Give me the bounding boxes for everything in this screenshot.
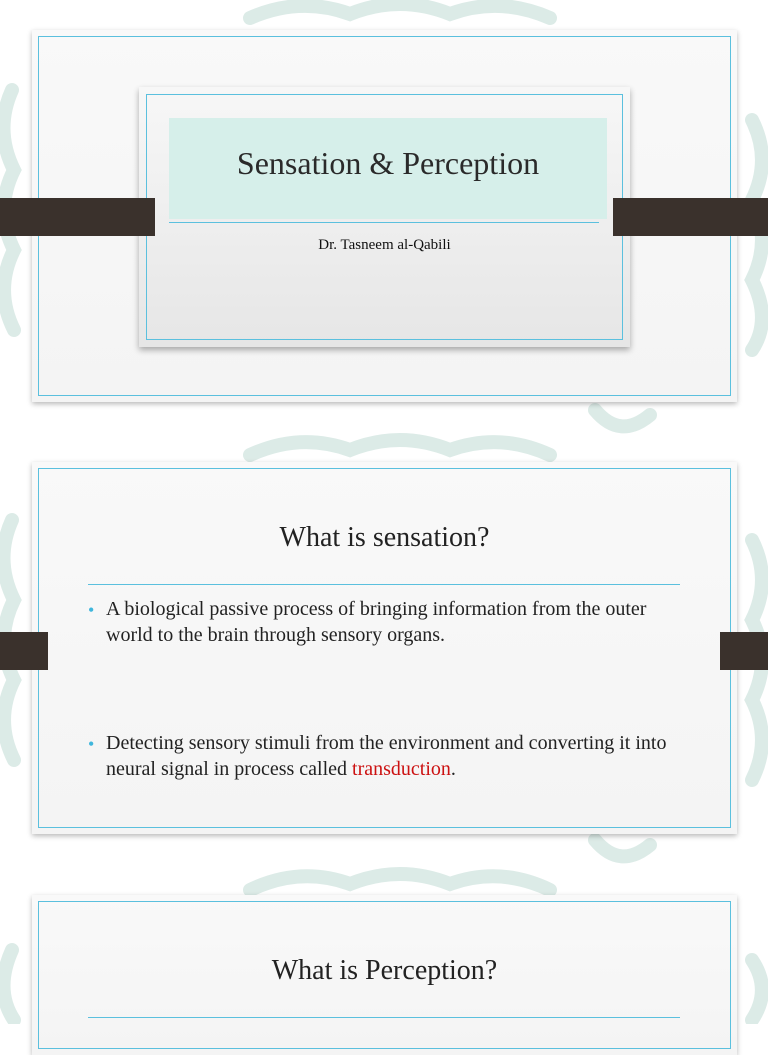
heading-rule [88, 1017, 680, 1018]
title-card [139, 87, 630, 347]
bullet-text: A biological passive process of bringing information from the outer world to the brain through sensory organs. [106, 598, 647, 646]
tape-right [720, 632, 768, 670]
bullet-list [88, 596, 688, 782]
bullet-item [88, 730, 688, 782]
tape-left [0, 198, 155, 236]
slide-perception [32, 895, 737, 1055]
tape-left [0, 632, 48, 670]
title-band [169, 118, 607, 219]
presentation-author: Dr. Tasneem al-Qabili [318, 237, 451, 253]
slide-heading: What is Perception? [271, 955, 498, 986]
bullet-dot-icon: • [88, 734, 95, 754]
slide-heading: What is sensation? [279, 522, 490, 553]
bullet-text-end: . [450, 758, 456, 780]
bullet-text: Detecting sensory stimuli from the environment and converting it into neural signal in process called [106, 732, 667, 780]
tape-right [613, 198, 768, 236]
bullet-item [88, 596, 688, 648]
heading-rule [88, 584, 680, 585]
title-rule [169, 222, 599, 223]
bullet-dot-icon: • [88, 600, 95, 620]
presentation-title: Sensation & Perception [236, 145, 540, 181]
slide-sensation [32, 462, 737, 834]
highlighted-term: transduction [352, 758, 451, 780]
